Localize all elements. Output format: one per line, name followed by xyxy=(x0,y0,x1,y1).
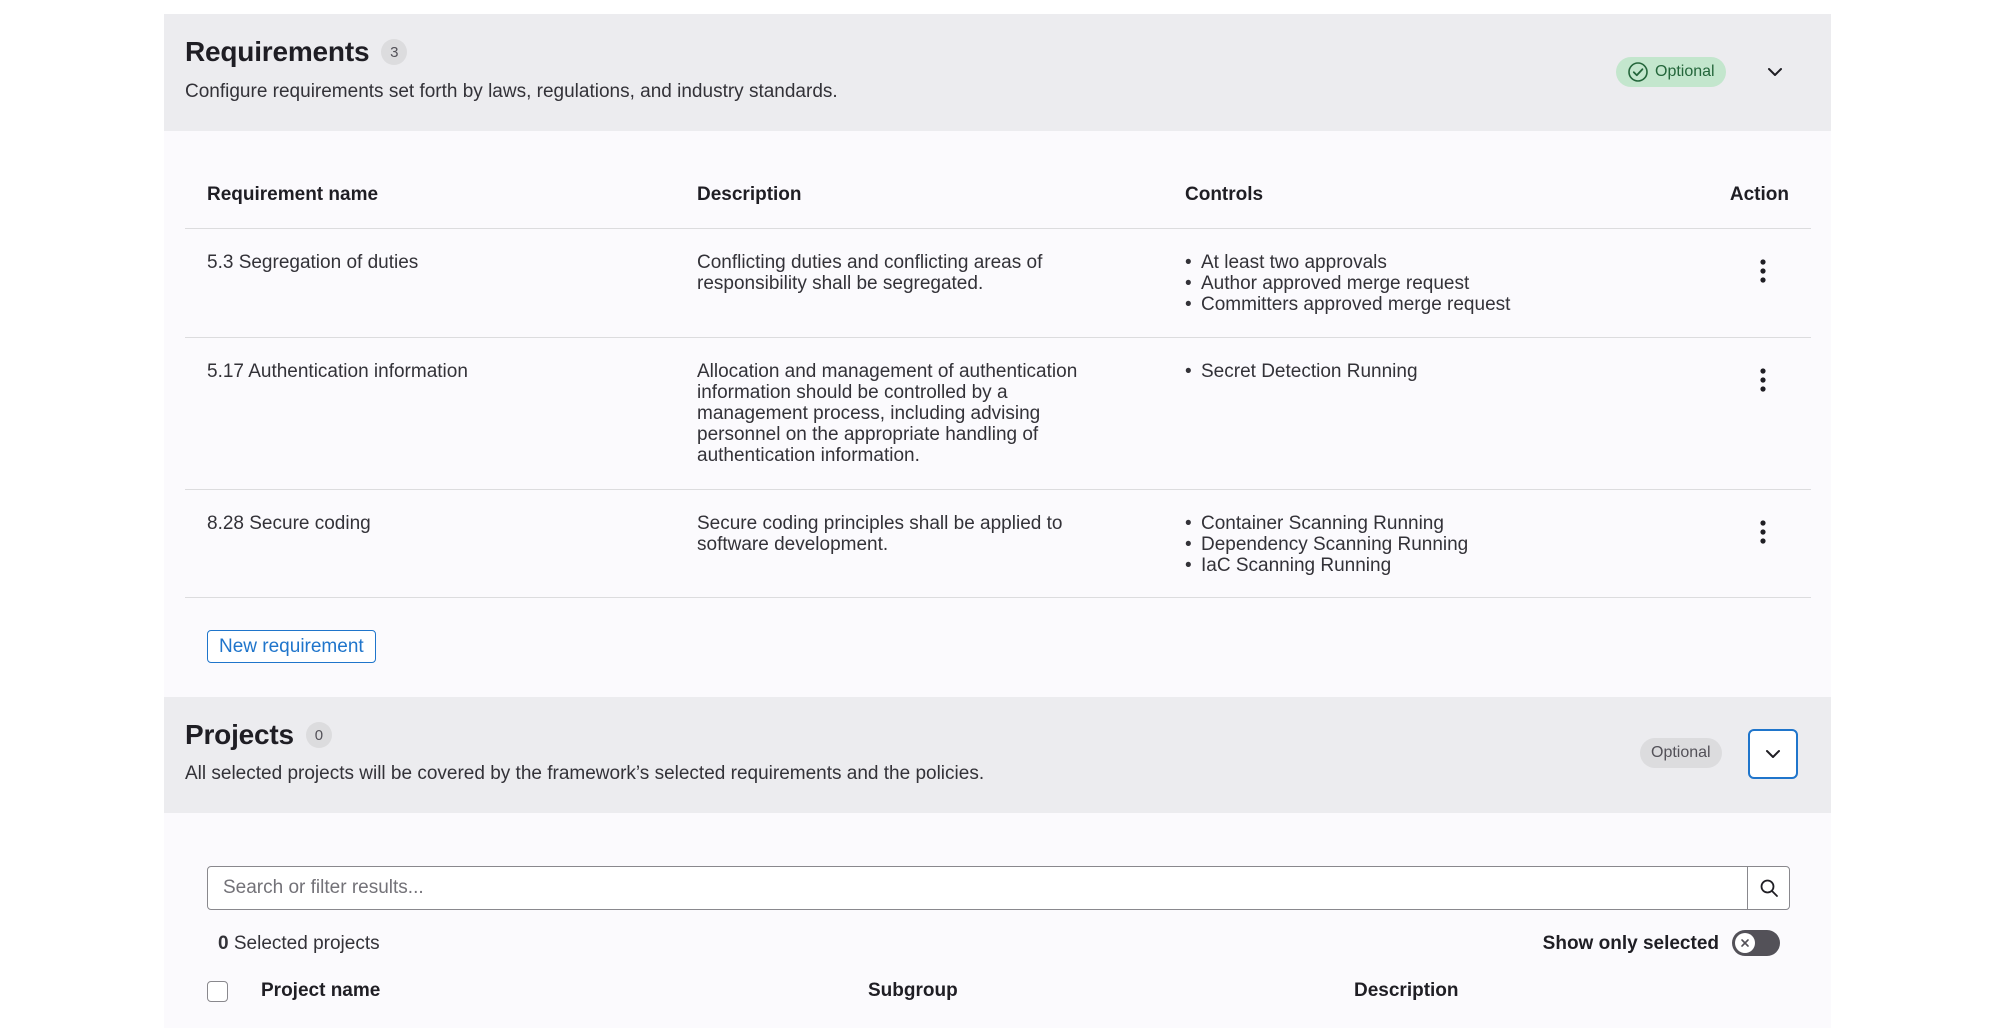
table-row xyxy=(185,228,1811,337)
requirement-controls xyxy=(1185,252,1605,315)
control-item: • IaC Scanning Running xyxy=(1185,555,1605,576)
ellipsis-v-icon xyxy=(1760,259,1766,283)
requirement-name: 8.28 Secure coding xyxy=(207,513,371,534)
column-header-subgroup: Subgroup xyxy=(868,980,958,1001)
requirement-description: Conflicting duties and conflicting areas of responsibility shall be segregated. xyxy=(697,252,1043,294)
check-circle-icon xyxy=(1627,61,1649,83)
projects-title: Projects xyxy=(185,719,294,750)
selected-projects-count xyxy=(218,933,380,955)
ellipsis-v-icon xyxy=(1760,368,1766,392)
search-input[interactable] xyxy=(208,867,1747,909)
table-row xyxy=(185,337,1811,489)
requirement-description: Allocation and management of authentication information should be controlled by a management process, including advising personnel on the appropriate handling of authentication information. xyxy=(697,361,1078,466)
requirements-optional-label: Optional xyxy=(1655,63,1715,80)
control-item: • Dependency Scanning Running xyxy=(1185,534,1605,555)
column-header-controls: Controls xyxy=(1185,184,1264,205)
table-row xyxy=(185,489,1811,598)
requirement-name: 5.3 Segregation of duties xyxy=(207,252,419,273)
control-item: • Secret Detection Running xyxy=(1185,361,1605,382)
requirements-header xyxy=(164,14,1831,131)
projects-optional-badge xyxy=(1640,738,1722,768)
row-actions-button[interactable] xyxy=(1749,253,1777,289)
projects-description: All selected projects will be covered by the framework’s selected requirements and the policies. xyxy=(185,763,985,784)
column-header-description: Description xyxy=(697,184,802,205)
requirements-body xyxy=(164,131,1831,697)
projects-header xyxy=(164,697,1831,813)
chevron-down-icon xyxy=(1763,744,1783,764)
show-only-selected-toggle[interactable] xyxy=(1732,930,1780,956)
new-requirement-button[interactable]: New requirement xyxy=(207,630,376,663)
close-icon xyxy=(1740,938,1750,948)
requirements-collapse-button[interactable] xyxy=(1750,47,1800,97)
search-button[interactable] xyxy=(1747,867,1789,909)
column-header-project-name: Project name xyxy=(261,980,381,1001)
requirement-controls xyxy=(1185,513,1605,576)
projects-collapse-button[interactable] xyxy=(1748,729,1798,779)
control-item: • At least two approvals xyxy=(1185,252,1605,273)
column-header-action: Action xyxy=(1729,184,1789,205)
requirements-optional-badge xyxy=(1616,57,1726,87)
control-item: • Committers approved merge request xyxy=(1185,294,1605,315)
column-header-requirement-name: Requirement name xyxy=(207,184,379,205)
projects-body xyxy=(164,813,1831,1028)
requirement-description: Secure coding principles shall be applied to software development. xyxy=(697,513,1063,555)
ellipsis-v-icon xyxy=(1760,520,1766,544)
selected-count-number: 0 xyxy=(218,933,229,954)
project-search xyxy=(207,866,1790,910)
toggle-knob xyxy=(1735,933,1755,953)
requirement-name: 5.17 Authentication information xyxy=(207,361,468,382)
show-only-selected-label: Show only selected xyxy=(1542,933,1719,954)
row-actions-button[interactable] xyxy=(1749,514,1777,550)
select-all-checkbox[interactable] xyxy=(207,981,228,1002)
control-item: • Author approved merge request xyxy=(1185,273,1605,294)
requirements-title: Requirements xyxy=(185,36,370,67)
requirements-count-badge: 3 xyxy=(381,39,407,65)
requirement-controls xyxy=(1185,361,1605,382)
requirements-description: Configure requirements set forth by laws, regulations, and industry standards. xyxy=(185,81,838,102)
column-header-project-description: Description xyxy=(1354,980,1459,1001)
selected-count-label: Selected projects xyxy=(233,933,380,954)
projects-count-badge: 0 xyxy=(306,722,332,748)
row-actions-button[interactable] xyxy=(1749,362,1777,398)
chevron-down-icon xyxy=(1765,62,1785,82)
projects-optional-label: Optional xyxy=(1651,744,1711,761)
search-icon xyxy=(1759,878,1779,898)
control-item: • Container Scanning Running xyxy=(1185,513,1605,534)
